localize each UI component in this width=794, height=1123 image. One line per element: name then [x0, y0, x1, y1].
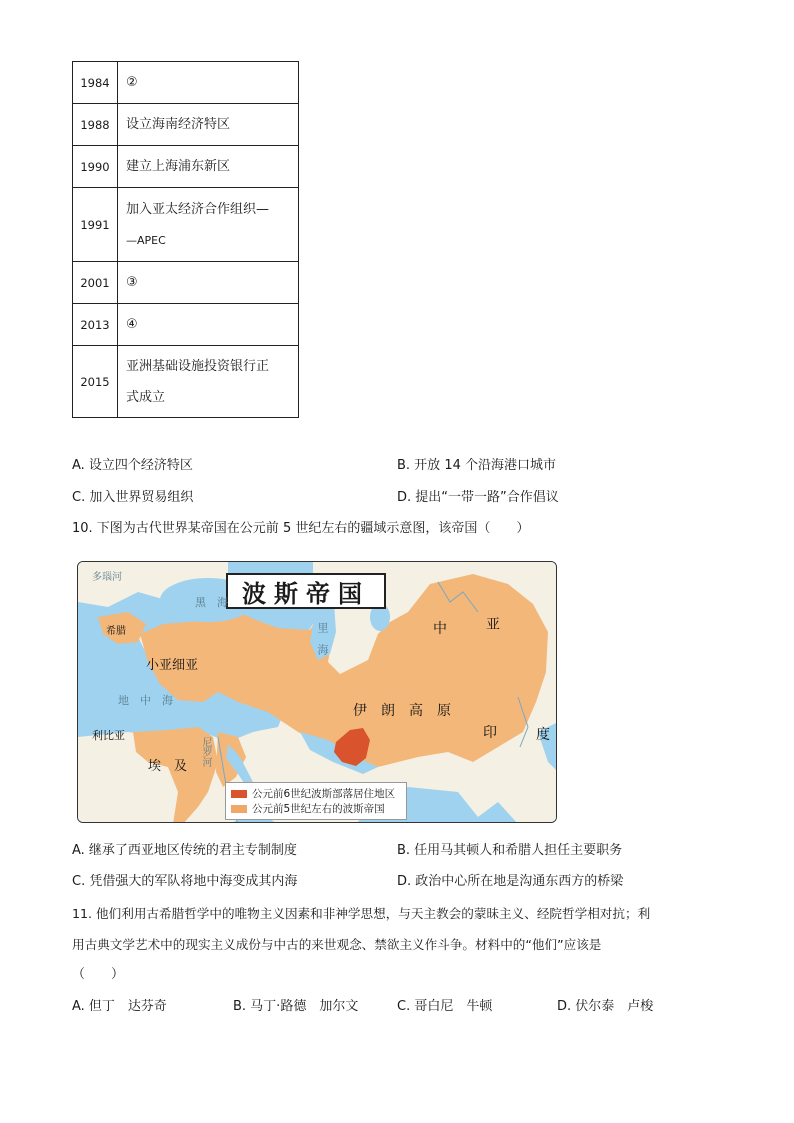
event-cell: ③: [118, 262, 299, 304]
map-label-egypt: 埃 及: [148, 759, 188, 774]
option-a[interactable]: A. 设立四个经济特区: [72, 458, 193, 473]
table-row: [73, 62, 299, 104]
answer-bracket: （ ）: [72, 967, 125, 982]
map-label-caspian: 里 海: [316, 622, 329, 655]
year-cell: 1990: [73, 146, 118, 188]
event-cell: 建立上海浦东新区: [118, 146, 299, 188]
persian-empire-map: [77, 561, 557, 823]
table-row: [73, 346, 299, 418]
option-a[interactable]: A. 但丁 达芬奇: [72, 999, 167, 1014]
event-cell: 设立海南经济特区: [118, 104, 299, 146]
table-row: [73, 188, 299, 262]
option-d[interactable]: D. 提出“一带一路”合作倡议: [397, 490, 559, 505]
option-c[interactable]: C. 哥白尼 牛顿: [397, 999, 493, 1014]
legend-label: 公元前5世纪左右的波斯帝国: [252, 803, 385, 815]
option-c[interactable]: C. 凭借强大的军队将地中海变成其内海: [72, 874, 298, 889]
table-row: [73, 262, 299, 304]
map-label-iran: 伊 朗 高 原: [353, 703, 451, 719]
option-a[interactable]: A. 继承了西亚地区传统的君主专制制度: [72, 843, 297, 858]
timeline-table: [72, 61, 299, 418]
map-label-nile: 尼罗河: [200, 737, 211, 767]
event-line: 亚洲基础设施投资银行正: [126, 358, 270, 374]
legend-item: [231, 786, 401, 801]
option-c[interactable]: C. 加入世界贸易组织: [72, 490, 194, 505]
question-stem: 10. 下图为古代世界某帝国在公元前 5 世纪左右的疆域示意图，该帝国（ ）: [72, 521, 530, 536]
option-b[interactable]: B. 任用马其顿人和希腊人担任主要职务: [397, 843, 623, 858]
map-title: 波斯帝国: [226, 573, 386, 609]
question-stem-line: 用古典文学艺术中的现实主义成份与中古的来世观念、禁欲主义作斗争。材料中的“他们”应该是: [72, 937, 602, 952]
event-line: —APEC: [126, 233, 166, 247]
year-cell: 1984: [73, 62, 118, 104]
option-b[interactable]: B. 马丁·路德 加尔文: [233, 999, 359, 1014]
year-cell: 2015: [73, 346, 118, 418]
map-label-asia-minor: 小亚细亚: [146, 658, 199, 673]
map-label-india-1: 印: [483, 725, 497, 741]
map-label-danube: 多瑙河: [92, 572, 122, 583]
map-label-black-sea: 黑 海: [195, 596, 228, 609]
option-b[interactable]: B. 开放 14 个沿海港口城市: [397, 458, 556, 473]
legend-label: 公元前6世纪波斯部落居住地区: [252, 788, 396, 800]
option-d[interactable]: D. 伏尔泰 卢梭: [557, 999, 654, 1014]
table-row: [73, 146, 299, 188]
year-cell: 1991: [73, 188, 118, 262]
year-cell: 2013: [73, 304, 118, 346]
year-cell: 1988: [73, 104, 118, 146]
question-stem-line: 11. 他们利用古希腊哲学中的唯物主义因素和非神学思想，与天主教会的蒙昧主义、经院哲学相对抗；利: [72, 906, 651, 921]
event-cell: [118, 346, 299, 418]
map-label-central: 中: [433, 621, 447, 637]
event-cell: ④: [118, 304, 299, 346]
table-row: [73, 104, 299, 146]
map-label-mediterranean: 地 中 海: [118, 694, 173, 707]
legend-item: [231, 801, 401, 816]
legend-swatch: [231, 790, 247, 798]
table-row: [73, 304, 299, 346]
map-label-greece: 希腊: [106, 626, 126, 637]
option-d[interactable]: D. 政治中心所在地是沟通东西方的桥梁: [397, 874, 624, 889]
event-cell: [118, 188, 299, 262]
event-cell: ②: [118, 62, 299, 104]
map-label-india-2: 度: [536, 727, 550, 743]
map-legend: [225, 782, 407, 820]
legend-swatch: [231, 805, 247, 813]
event-line: 加入亚太经济合作组织—: [126, 201, 270, 217]
map-label-asia: 亚: [486, 617, 500, 633]
event-line: 式成立: [126, 389, 166, 405]
year-cell: 2001: [73, 262, 118, 304]
map-label-libya: 利比亚: [92, 729, 125, 742]
